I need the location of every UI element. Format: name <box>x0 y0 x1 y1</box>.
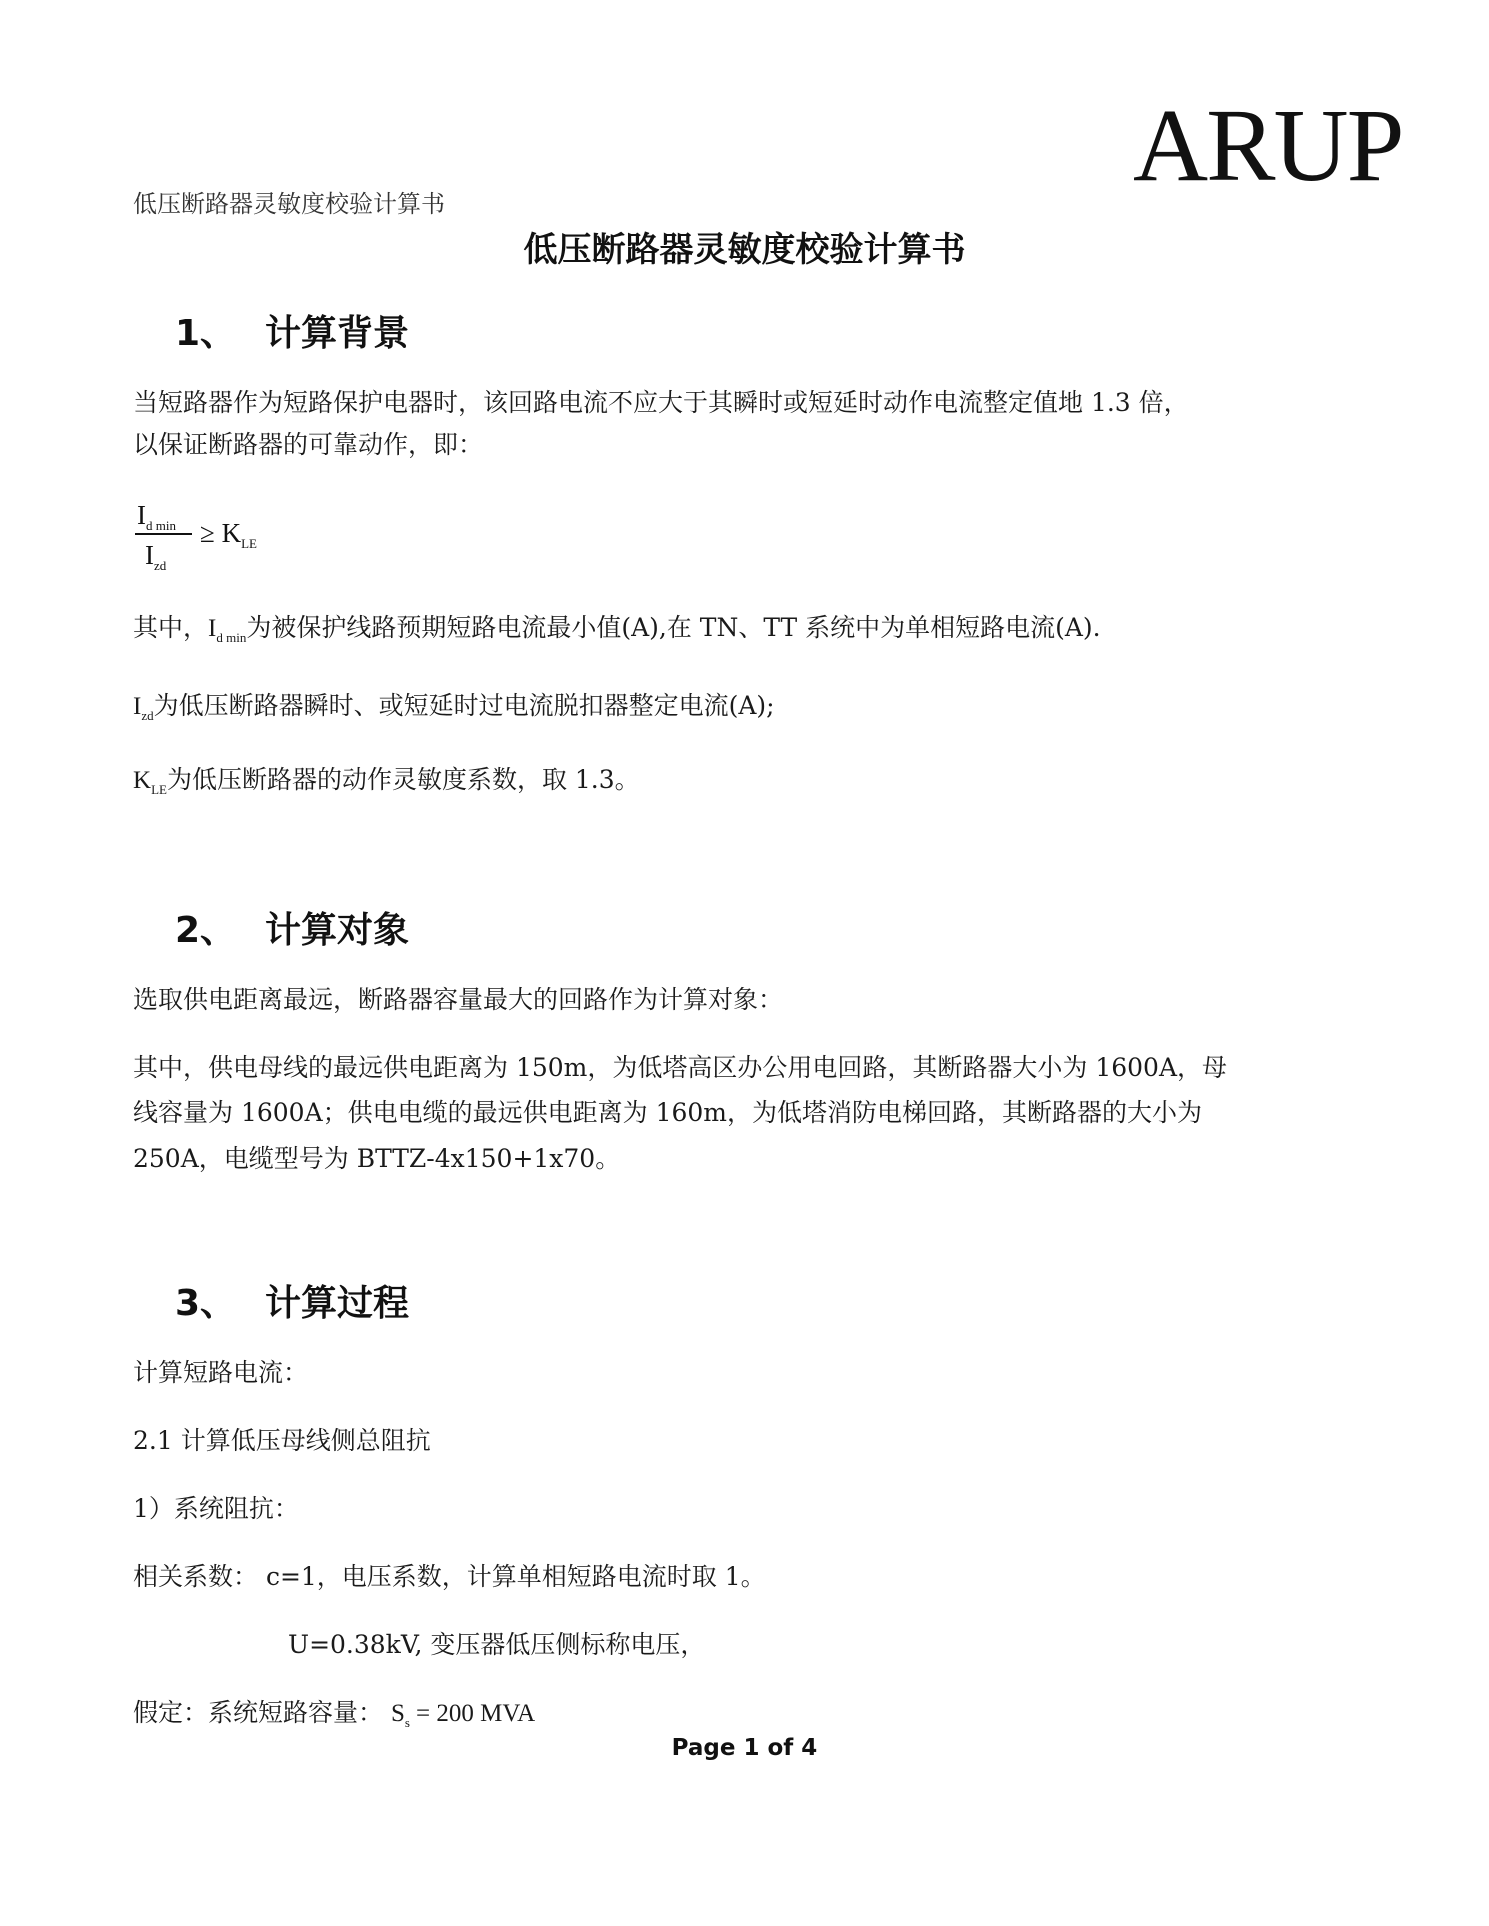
arup-logo: ARUP <box>1133 88 1403 203</box>
formula-denominator: $I_{zd}$ <box>145 540 167 573</box>
process-line-5: U=0.38kV, 变压器低压侧标称电压， <box>288 1630 706 1659</box>
process-line-2: 2.1 计算低压母线侧总阻抗 <box>133 1426 431 1455</box>
section-3-number: 3、 <box>175 1283 237 1324</box>
process-line-6: 假定：系统短路容量： $S_s = 200$ MVA <box>133 1698 536 1730</box>
definition-kle: $K_{LE}$为低压断路器的动作灵敏度系数，取 1.3。 <box>133 765 640 797</box>
section-1-title: 计算背景 <box>265 313 410 354</box>
formula-relation: ≥ $K_{LE}$ <box>200 518 257 551</box>
background-line-1: 当短路器作为短路保护电器时，该回路电流不应大于其瞬时或短延时动作电流整定值地 1.3 倍， <box>133 388 1189 417</box>
object-line-1: 选取供电距离最远，断路器容量最大的回路作为计算对象： <box>133 985 784 1014</box>
section-3-title: 计算过程 <box>265 1283 410 1324</box>
section-1-number: 1、 <box>175 313 237 354</box>
section-2-title: 计算对象 <box>265 910 410 951</box>
running-header: 低压断路器灵敏度校验计算书 <box>133 190 445 218</box>
process-line-3: 1）系统阻抗： <box>133 1494 299 1523</box>
document-title: 低压断路器灵敏度校验计算书 <box>523 230 966 270</box>
formula-fraction-bar <box>135 533 192 535</box>
background-line-2: 以保证断路器的可靠动作，即： <box>133 430 484 459</box>
section-2-number: 2、 <box>175 910 237 951</box>
object-line-2: 其中，供电母线的最远供电距离为 150m，为低塔高区办公用电回路，其断路器大小为 1600A，母 <box>133 1053 1227 1082</box>
object-line-3: 线容量为 1600A；供电电缆的最远供电距离为 160m，为低塔消防电梯回路，其断路器的大小为 <box>133 1098 1202 1127</box>
process-line-1: 计算短路电流： <box>133 1358 309 1387</box>
process-line-4: 相关系数： c=1，电压系数，计算单相短路电流时取 1。 <box>133 1562 766 1591</box>
definition-idmin: 其中，$I_{d min}$为被保护线路预期短路电流最小值(A),在 TN、TT 系统中为单相短路电流(A). <box>133 613 1101 645</box>
page-footer: Page 1 of 4 <box>671 1735 818 1761</box>
formula-numerator: $I_{d min}$ <box>137 500 176 533</box>
definition-izd: $I_{zd}$为低压断路器瞬时、或短延时过电流脱扣器整定电流(A); <box>133 691 775 723</box>
object-line-4: 250A，电缆型号为 BTTZ-4x150+1x70。 <box>133 1144 621 1173</box>
